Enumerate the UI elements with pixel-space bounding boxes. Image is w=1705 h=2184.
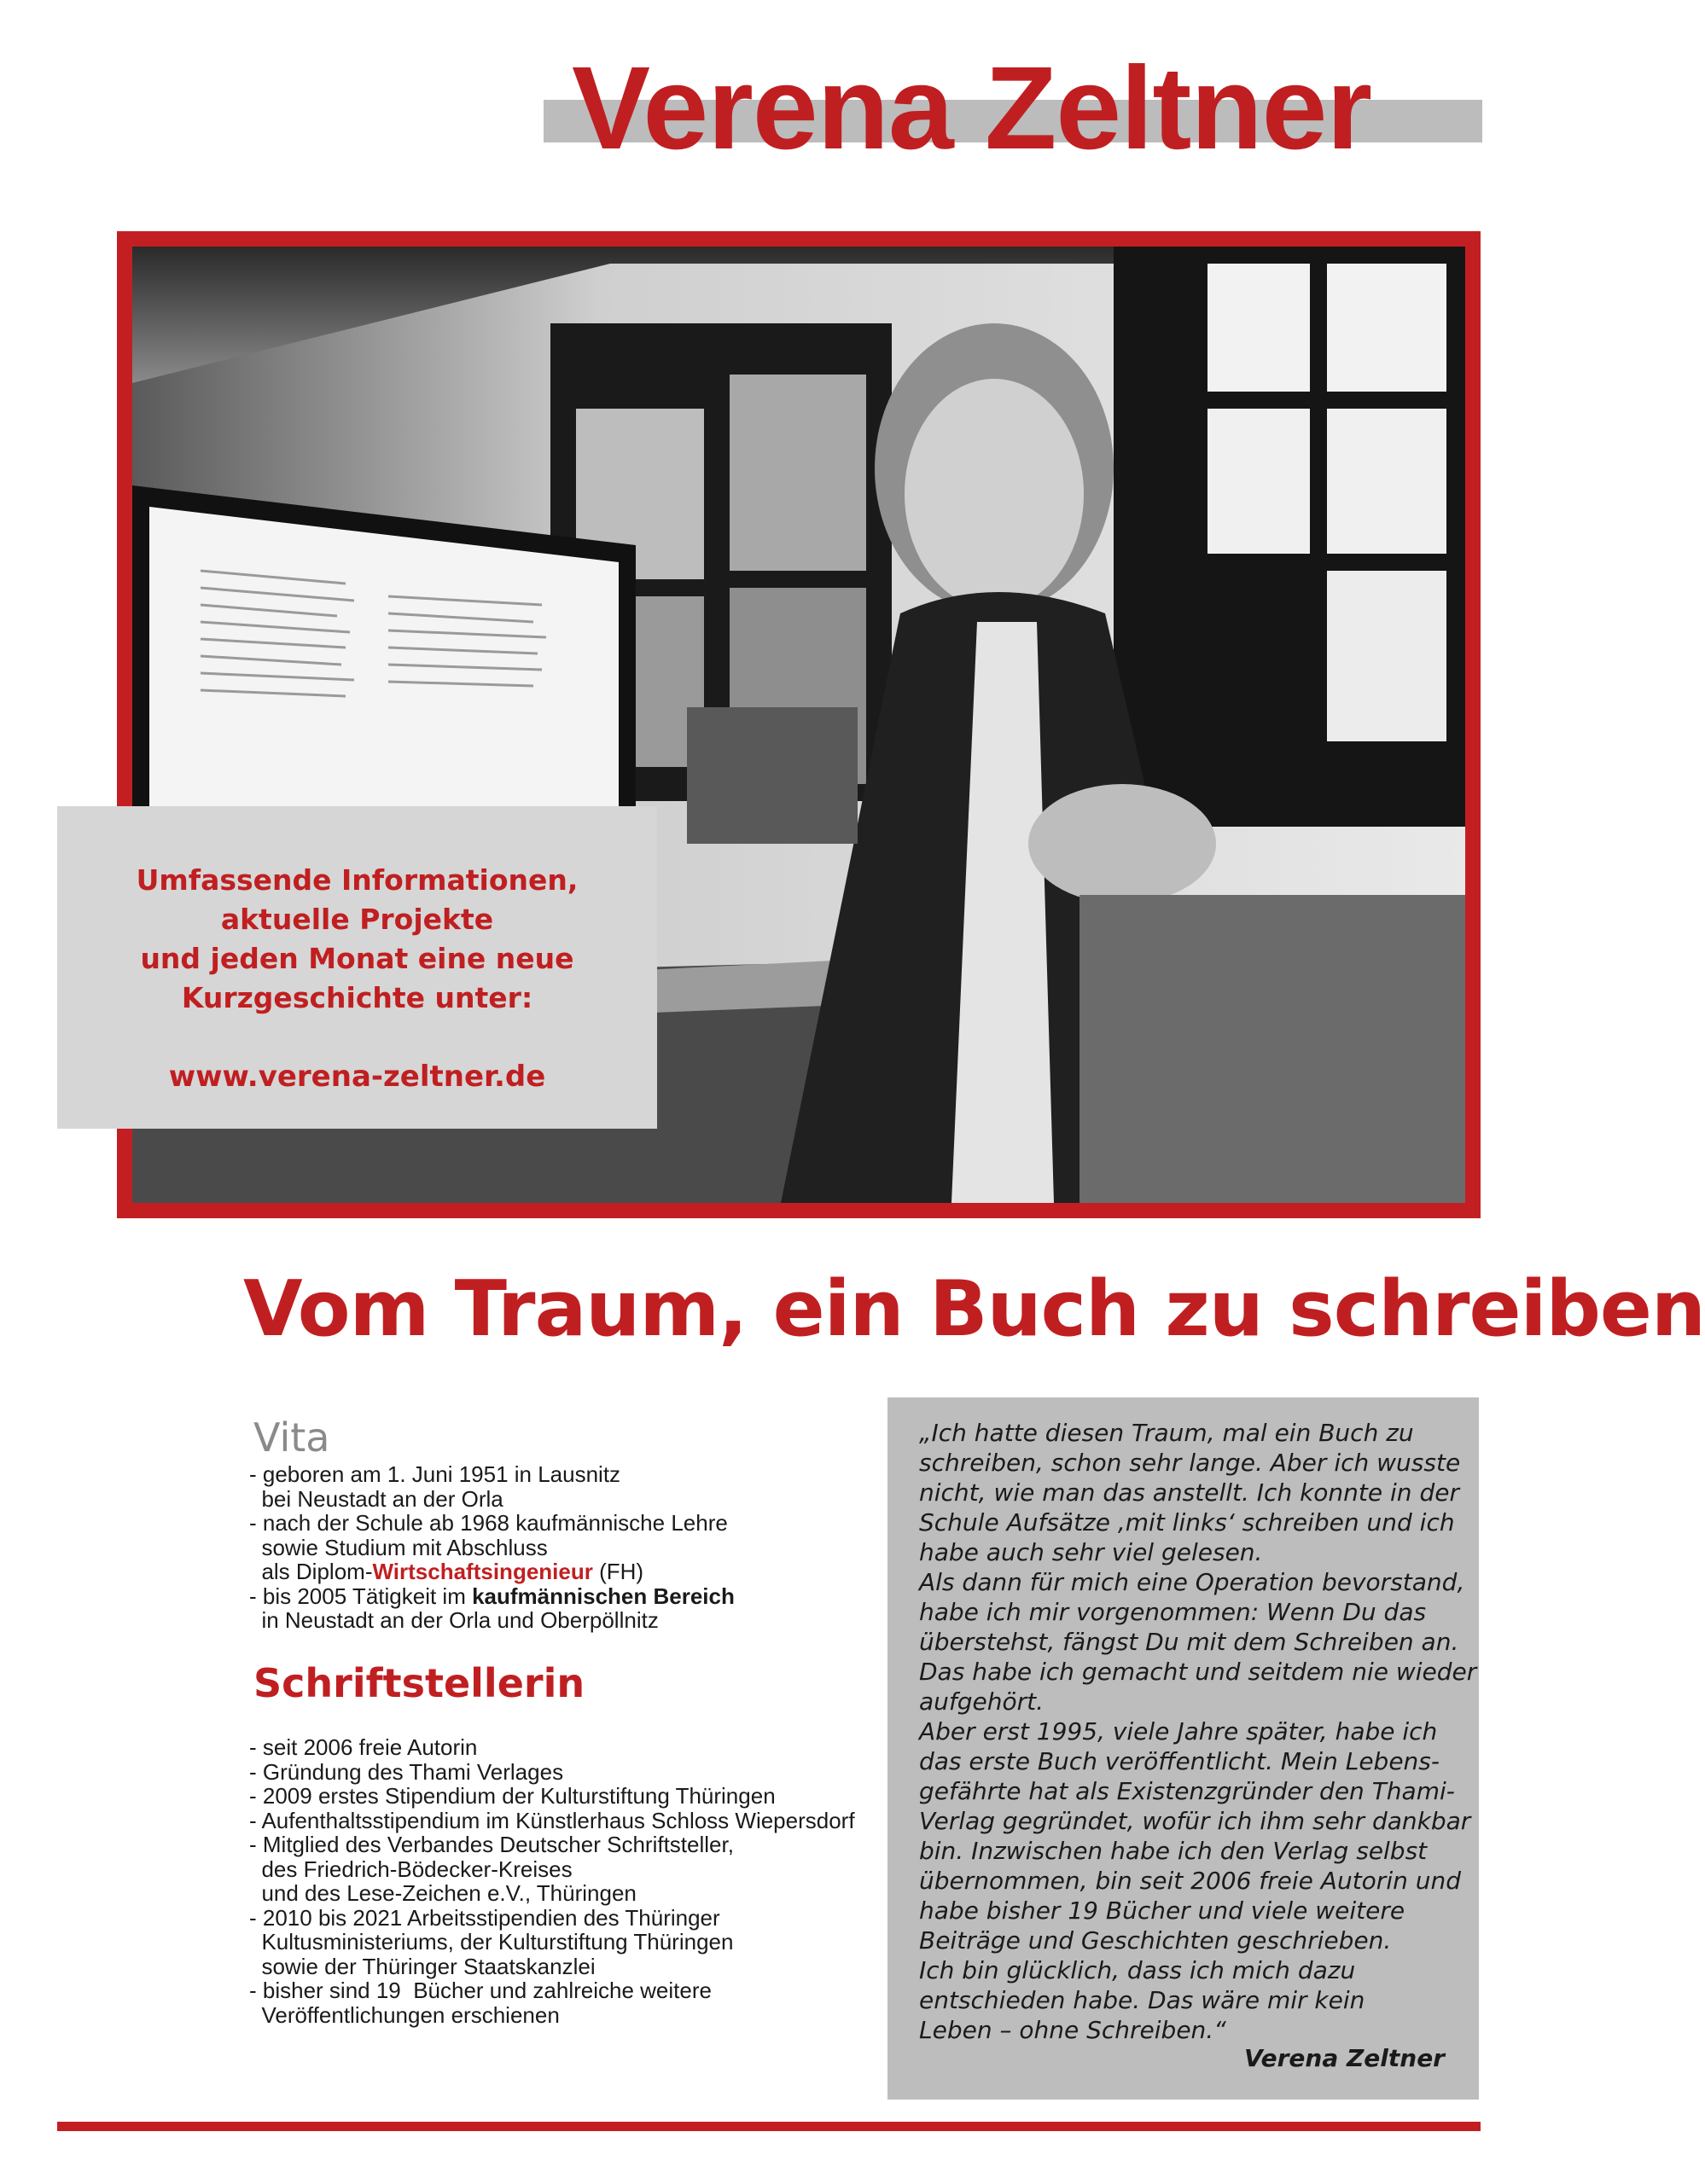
quote-signature: Verena Zeltner — [1243, 2044, 1445, 2072]
list-item-text: - bis 2005 Tätigkeit im — [249, 1583, 473, 1609]
quote-line: das erste Buch veröffentlicht. Mein Lebens- — [919, 1747, 1440, 1775]
list-item: des Friedrich-Bödecker-Kreises — [249, 1856, 573, 1882]
quote-line: nicht, wie man das anstellt. Ich konnte in der — [919, 1478, 1459, 1507]
vita-heading: Vita — [253, 1414, 330, 1461]
quote-line: habe bisher 19 Bücher und viele weitere — [919, 1896, 1405, 1925]
quote-line: bin. Inzwischen habe ich den Verlag selbst — [919, 1837, 1428, 1865]
website-link[interactable]: www.verena-zeltner.de — [168, 1060, 546, 1094]
author-name-title: Verena Zeltner — [572, 43, 1372, 174]
info-line: und jeden Monat eine neue — [140, 942, 574, 975]
list-item: in Neustadt an der Orla und Oberpöllnitz — [249, 1607, 659, 1633]
list-item: bei Neustadt an der Orla — [249, 1485, 503, 1512]
list-item: - Aufenthaltsstipendium im Künstlerhaus Schloss Wiepersdorf — [249, 1807, 855, 1833]
info-line: aktuelle Projekte — [220, 903, 494, 936]
schriftstellerin-heading: Schriftstellerin — [253, 1660, 585, 1706]
field-highlight: kaufmännischen Bereich — [472, 1583, 735, 1609]
list-item — [249, 1584, 735, 1609]
vita-list — [249, 1462, 735, 1633]
list-item: sowie der Thüringer Staatskanzlei — [249, 1953, 596, 1979]
list-item: Veröffentlichungen erschienen — [249, 2001, 560, 2028]
list-item: - seit 2006 freie Autorin — [249, 1734, 478, 1760]
quote-line: gefährte hat als Existenzgründer den Thami- — [919, 1777, 1455, 1805]
quote-line: „Ich hatte diesen Traum, mal ein Buch zu — [919, 1419, 1414, 1447]
bottom-divider — [57, 2122, 1481, 2131]
list-item: sowie Studium mit Abschluss — [249, 1534, 548, 1560]
list-item-text: (FH) — [592, 1559, 644, 1584]
quote-line: Aber erst 1995, viele Jahre später, habe ich — [919, 1717, 1438, 1745]
list-item: Kultusministeriums, der Kulturstiftung Thüringen — [249, 1929, 734, 1955]
quote-line: habe ich mir vorgenommen: Wenn Du das — [919, 1598, 1427, 1626]
list-item: und des Lese-Zeichen e.V., Thüringen — [249, 1880, 637, 1906]
quote-line: übernommen, bin seit 2006 freie Autorin und — [919, 1867, 1462, 1895]
quote-line: entschieden habe. Das wäre mir kein — [919, 1986, 1365, 2014]
info-line: Kurzgeschichte unter: — [181, 981, 533, 1014]
main-headline: Vom Traum, ein Buch zu schreiben — [243, 1264, 1705, 1354]
list-item: - bisher sind 19 Bücher und zahlreiche weitere — [249, 1978, 712, 2003]
website-info-box — [57, 806, 657, 1129]
quote-line: Als dann für mich eine Operation bevorstand, — [919, 1568, 1465, 1596]
list-item: - geboren am 1. Juni 1951 in Lausnitz — [249, 1461, 621, 1487]
quote-line: Leben – ohne Schreiben.“ — [919, 2016, 1226, 2044]
degree-highlight: Wirtschaftsingenieur — [372, 1559, 593, 1584]
quote-line: Schule Aufsätze ‚mit links‘ schreiben und ich — [919, 1508, 1455, 1536]
list-item: - nach der Schule ab 1968 kaufmännische Lehre — [249, 1510, 728, 1536]
quote-line: überstehst, fängst Du mit dem Schreiben an. — [919, 1628, 1459, 1656]
schriftstellerin-list — [249, 1735, 855, 2027]
quote-box — [887, 1397, 1479, 2100]
list-item: - Mitglied des Verbandes Deutscher Schriftsteller, — [249, 1832, 734, 1857]
quote-line: habe auch sehr viel gelesen. — [919, 1538, 1263, 1566]
list-item: - Gründung des Thami Verlages — [249, 1758, 564, 1785]
quote-line: Ich bin glücklich, dass ich mich dazu — [919, 1956, 1356, 1984]
quote-line: aufgehört. — [919, 1687, 1045, 1716]
list-item — [249, 1560, 735, 1584]
list-item: - 2010 bis 2021 Arbeitsstipendien des Thüringer — [249, 1904, 720, 1931]
quote-line: Das habe ich gemacht und seitdem nie wieder — [919, 1658, 1477, 1686]
quote-line: schreiben, schon sehr lange. Aber ich wusste — [919, 1449, 1461, 1477]
list-item-text: als Diplom- — [249, 1559, 373, 1584]
quote-line: Verlag gegründet, wofür ich ihm sehr dankbar — [919, 1807, 1471, 1835]
quote-line: Beiträge und Geschichten geschrieben. — [919, 1926, 1392, 1955]
list-item: - 2009 erstes Stipendium der Kulturstiftung Thüringen — [249, 1783, 776, 1809]
info-line: Umfassende Informationen, — [136, 863, 579, 897]
